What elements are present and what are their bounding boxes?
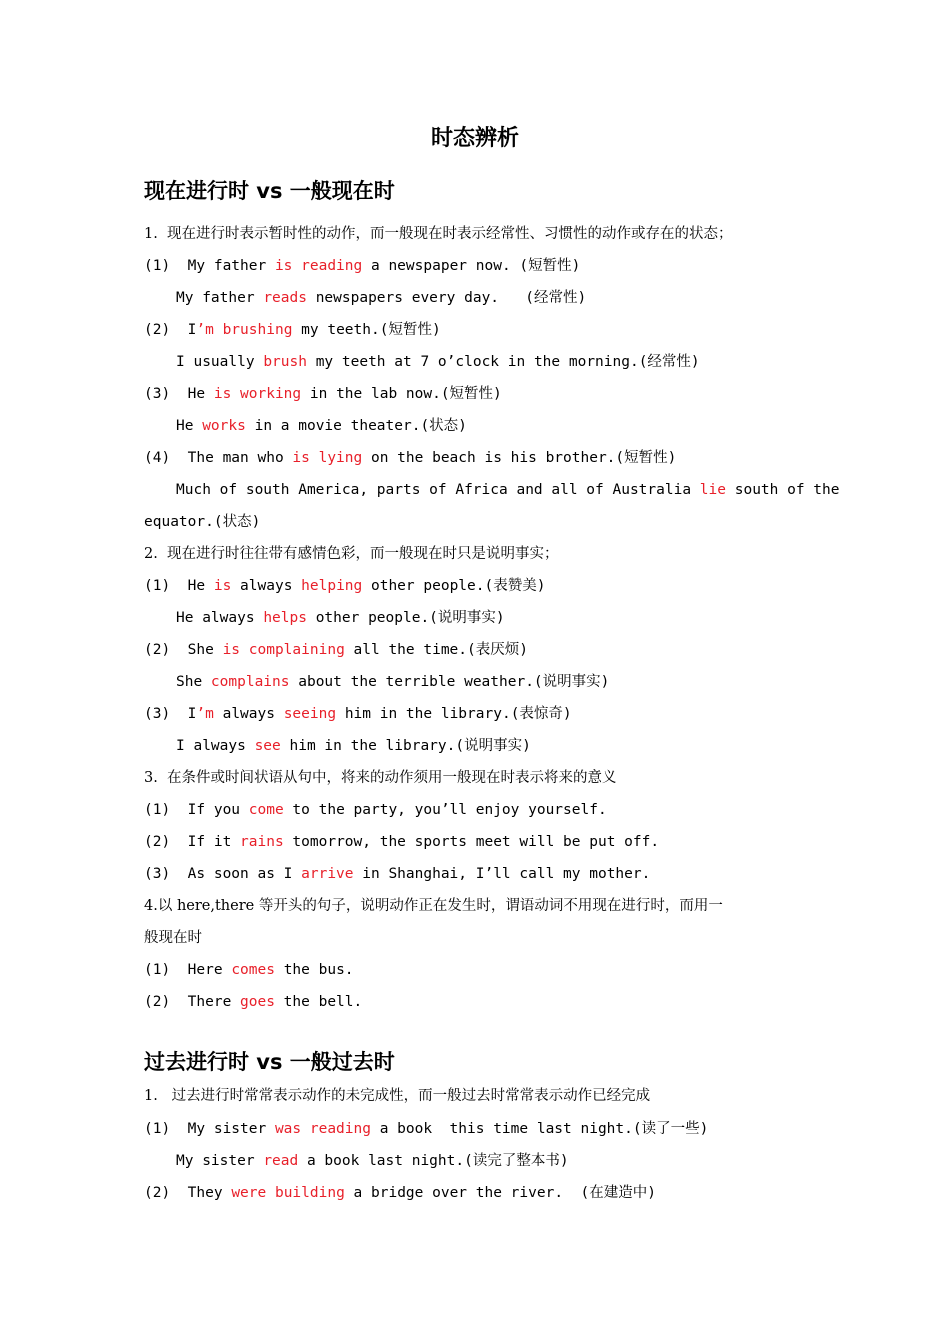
example-line: (1) He is always helping other people.(表赞美) [144,578,546,594]
example-line: He always helps other people.(说明事实) [176,610,505,626]
rule-point-3: 3. 在条件或时间状语从句中，将来的动作须用一般现在时表示将来的意义 [144,770,617,786]
example-line: (2) They were building a bridge over the river. (在建造中) [144,1185,656,1201]
example-line: Much of south America, parts of Africa and all of Australia lie south of the [176,482,840,498]
rule-point-1: 1. 过去进行时常常表示动作的未完成性，而一般过去时常常表示动作已经完成 [144,1088,651,1104]
rule-point-4-cont: 般现在时 [144,930,202,946]
example-line: He works in a movie theater.(状态) [176,418,467,434]
example-line: (1) My father is reading a newspaper now. (短暂性) [144,258,581,274]
example-line: (2) She is complaining all the time.(表厌烦) [144,642,528,658]
rule-point-4: 4.以 here,there 等开头的句子，说明动作正在发生时，谓语动词不用现在进行时，而用一 [144,898,723,914]
section-heading-past: 过去进行时 vs 一般过去时 [144,1050,395,1074]
rule-point-2: 2. 现在进行时往往带有感情色彩，而一般现在时只是说明事实； [144,546,559,562]
example-line: (1) Here comes the bus. [144,962,354,978]
example-line: (2) There goes the bell. [144,994,363,1010]
example-line: equator.(状态) [144,514,261,530]
example-line: She complains about the terrible weather.(说明事实) [176,674,610,690]
example-line: (1) If you come to the party, you’ll enjoy yourself. [144,802,607,818]
example-line: (3) I’m always seeing him in the library.(表惊奇) [144,706,572,722]
rule-point-1: 1. 现在进行时表示暂时性的动作，而一般现在时表示经常性、习惯性的动作或存在的状态； [144,226,733,242]
example-line: (4) The man who is lying on the beach is his brother.(短暂性) [144,450,677,466]
example-line: (1) My sister was reading a book this time last night.(读了一些) [144,1121,709,1137]
example-line: (2) If it rains tomorrow, the sports meet will be put off. [144,834,660,850]
example-line: (2) I’m brushing my teeth.(短暂性) [144,322,441,338]
example-line: I usually brush my teeth at 7 o’clock in the morning.(经常性) [176,354,700,370]
example-line: My father reads newspapers every day. (经常性) [176,290,587,306]
example-line: I always see him in the library.(说明事实) [176,738,531,754]
example-line: (3) He is working in the lab now.(短暂性) [144,386,502,402]
section-heading-present: 现在进行时 vs 一般现在时 [144,179,395,203]
page-title: 时态辨析 [430,126,519,151]
example-line: (3) As soon as I arrive in Shanghai, I’ll call my mother. [144,866,651,882]
example-line: My sister read a book last night.(读完了整本书) [176,1153,569,1169]
